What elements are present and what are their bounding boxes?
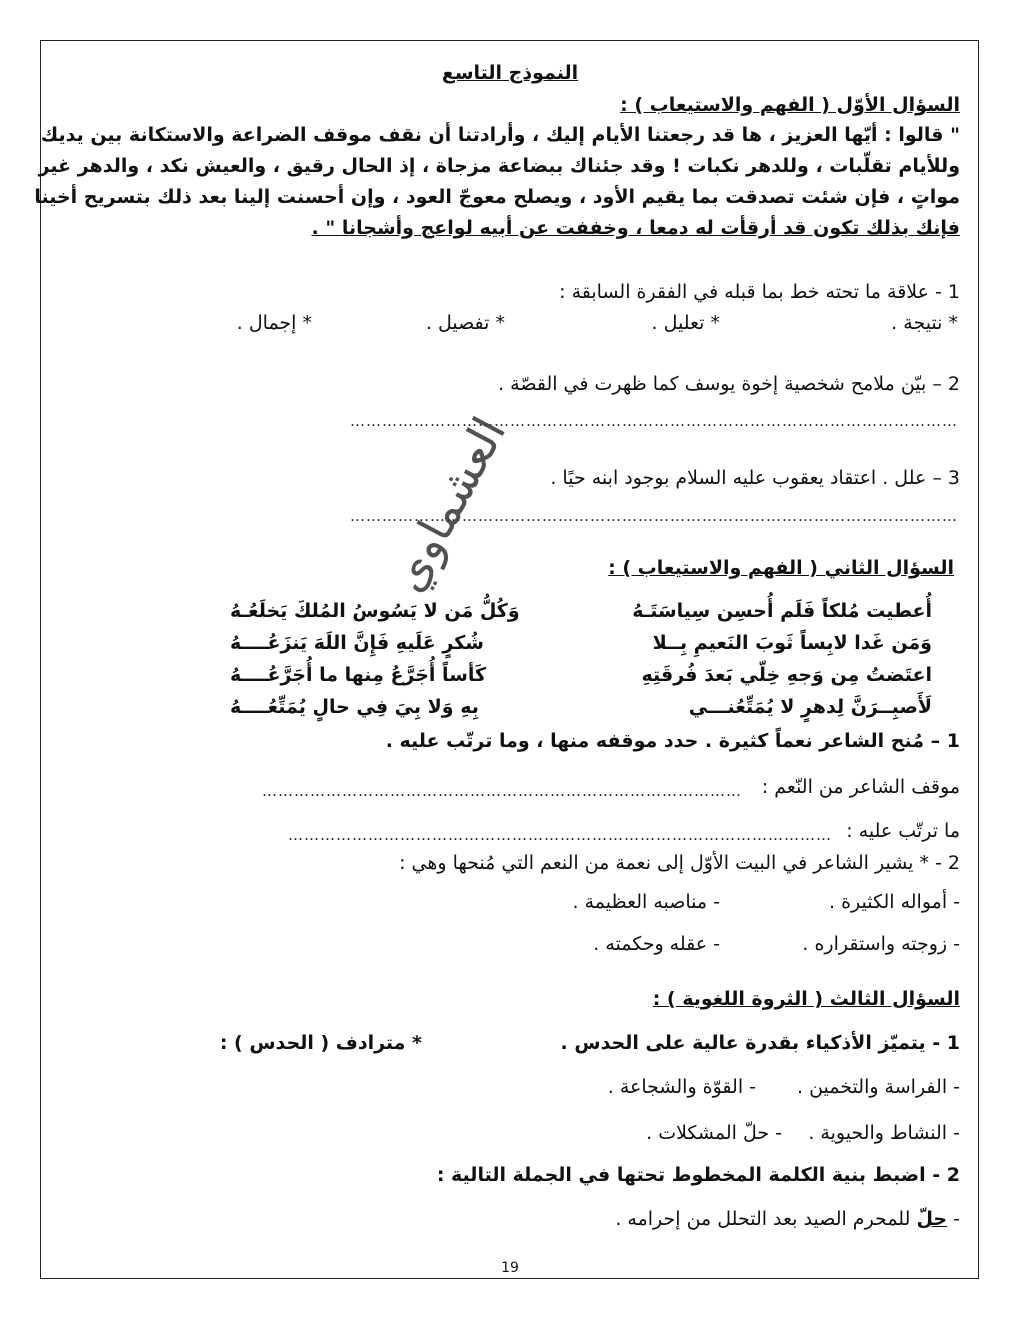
page-number: 19	[501, 1260, 519, 1276]
q3-item1-option[interactable]: - حلّ المشكلات .	[646, 1122, 782, 1144]
q3-item1-option[interactable]: - الفراسة والتخمين .	[797, 1076, 960, 1098]
passage-line: وللأيام تقلّبات ، وللدهر نكبات ! وقد جئناك ببضاعة مزجاة ، إذ الحال رقيق ، والعيش نكد ، والدهر غير	[38, 155, 960, 177]
page-title: النموذج التاسع	[441, 62, 579, 84]
q1-item1: 1 - علاقة ما تحته خط بما قبله في الفقرة السابقة :	[559, 281, 960, 303]
watermark: العشماوي	[380, 408, 517, 601]
verse-first-hemistich: اعتَضتُ مِن وَجهِ خِلّي بَعدَ فُرقَتِهِ	[641, 664, 932, 686]
passage-line: مواتٍ ، فإن شئت تصدقت بما يقيم الأود ، ويصلح معوجّ العود ، وإن أحسنت إلينا بعد ذلك بتسريح أخينا	[34, 186, 960, 208]
verse-second-hemistich: بِهِ وَلا بِيَ فِي حالٍ يُمَتِّعُــــهُ	[230, 696, 479, 718]
q2-item2-option[interactable]: - مناصبه العظيمة .	[572, 891, 720, 913]
q2-item2: 2 - * يشير الشاعر في البيت الأوّل إلى نعمة من النعم التي مُنحها وهي :	[399, 852, 960, 874]
q1-item3-answer-line[interactable]: ……………………………………………………………………………………………………	[350, 507, 958, 525]
q3-item1-task: * مترادف ( الحدس ) :	[219, 1032, 422, 1054]
q2-item1-b-label: ما ترتّب عليه :	[846, 820, 960, 842]
verse-first-hemistich: وَمَن غَدا لابِساً ثَوبَ النَعيمِ بِــلا	[652, 632, 932, 654]
q3-item2-rest: للمحرم الصيد بعد التحلل من إحرامه .	[615, 1208, 911, 1230]
q3-item1-option[interactable]: - النشاط والحيوية .	[808, 1122, 960, 1144]
passage-line: " قالوا : أيّها العزيز ، ها قد رجعتنا الأيام إليك ، وأرادتنا أن نقف موقف الضراعة والاستكانة بين يديك	[40, 124, 960, 146]
q2-item1-a-label: موقف الشاعر من النّعم :	[761, 776, 960, 798]
verse-second-hemistich: كَأساً أُجَرَّعُ مِنها ما أُجَرَّعُــــهُ	[230, 664, 487, 686]
q1-header: السؤال الأوّل ( الفهم والاستيعاب ) :	[620, 94, 960, 116]
q2-header: السؤال الثاني ( الفهم والاستيعاب ) :	[608, 557, 954, 579]
q1-item1-option[interactable]: * إجمال .	[236, 312, 312, 334]
q1-item1-option[interactable]: * تفصيل .	[425, 312, 505, 334]
q2-item2-option[interactable]: - أمواله الكثيرة .	[828, 891, 960, 913]
q2-item2-option[interactable]: - زوجته واستقراره .	[802, 933, 960, 955]
q1-passage	[34, 120, 960, 244]
q1-item1-option[interactable]: * نتيجة .	[891, 312, 958, 334]
verse-first-hemistich: أُعطيت مُلكاً فَلَم أُحسِن سِياسَتَـهُ	[632, 600, 932, 622]
q3-item2: 2 - اضبط بنية الكلمة المخطوط تحتها في الجملة التالية :	[436, 1164, 960, 1186]
q3-header: السؤال الثالث ( الثروة اللغوية ) :	[652, 988, 960, 1010]
verse-second-hemistich: وَكُلُّ مَن لا يَسُوسُ المُلكَ يَخلَعُـهُ	[230, 600, 520, 622]
q3-item1-option[interactable]: - القوّة والشجاعة .	[607, 1076, 756, 1098]
q3-item2-prefix: -	[953, 1208, 960, 1230]
q3-item2-sentence	[615, 1208, 960, 1230]
q1-item3: 3 – علل . اعتقاد يعقوب عليه السلام بوجود ابنه حيًا .	[550, 467, 960, 489]
q2-item1-b-answer-line[interactable]: …………………………………………………………………………………………	[288, 826, 832, 844]
q3-item2-target-word: حلّ	[916, 1208, 948, 1230]
passage-line-underlined: فإنك بذلك تكون قد أرقأت له دمعا ، وخففت عن أبيه لواعج وأشجانا " .	[311, 217, 960, 239]
verse-second-hemistich: شُكرٍ عَلَيهِ فَإِنَّ اللَهَ يَنزَعُــــهُ	[230, 632, 484, 654]
q1-item1-option[interactable]: * تعليل .	[651, 312, 720, 334]
q1-item2: 2 – بيّن ملامح شخصية إخوة يوسف كما ظهرت في القصّة .	[498, 373, 960, 395]
q2-item2-option[interactable]: - عقله وحكمته .	[593, 933, 720, 955]
q1-item2-answer-line[interactable]: ……………………………………………………………………………………………………	[350, 412, 958, 430]
verse-first-hemistich: لَأَصبِــرَنَّ لِدهرٍ لا يُمَتِّعُنـــي	[688, 696, 932, 718]
q3-item1: 1 - يتميّز الأذكياء بقدرة عالية على الحدس .	[560, 1032, 960, 1054]
q2-item1: 1 – مُنح الشاعر نعماً كثيرة . حدد موقفه منها ، وما ترتّب عليه .	[385, 730, 960, 752]
q2-item1-a-answer-line[interactable]: ………………………………………………………………………………	[262, 782, 742, 800]
